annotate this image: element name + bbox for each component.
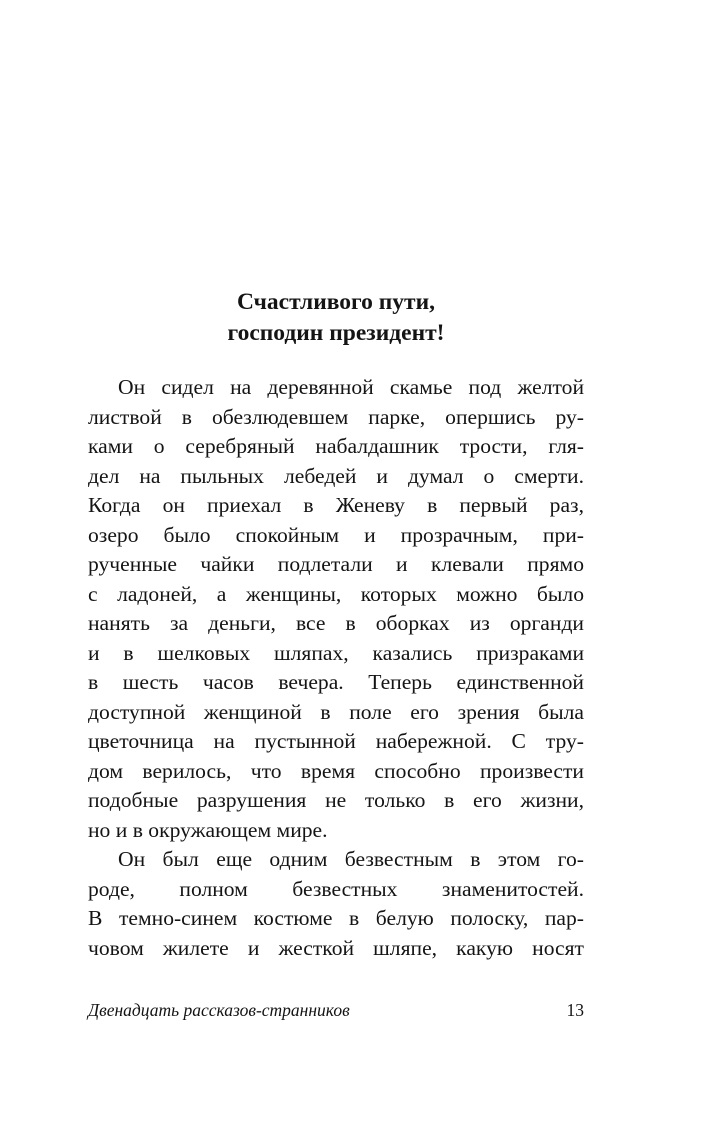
chapter-title-line-1: Счастливого пути,: [236, 289, 436, 315]
text-line: дом верилось, что время способно произвести: [88, 758, 584, 783]
text-line: роде, полном безвестных знаменитостей.: [88, 876, 584, 901]
text-line: рученные чайки подлетали и клевали прямо: [88, 552, 584, 576]
text-line: и в шелковых шляпах, казались призраками: [88, 640, 584, 665]
text-line: Когда он приехал в Женеву в первый раз,: [88, 493, 584, 517]
chapter-title-line-2: господин президент!: [227, 320, 445, 346]
text-line: листвой в обезлюдевшем парке, опершись ру-: [88, 404, 584, 429]
text-line: В темно-синем костюме в белую полоску, пар-: [88, 906, 584, 930]
text-line: но и в окружающем мире.: [88, 817, 328, 842]
text-line: нанять за деньги, все в оборках из органди: [88, 611, 584, 635]
page-number: 13: [566, 1000, 584, 1020]
text-line: в шесть часов вечера. Теперь единственной: [88, 670, 584, 694]
text-line: Он сидел на деревянной скамье под желтой: [118, 375, 584, 399]
text-line: ками о серебряный набалдашник трости, гля-: [88, 434, 584, 458]
text-line: цветочница на пустынной набережной. С тру-: [88, 729, 584, 753]
text-line: Он был еще одним безвестным в этом го-: [118, 847, 584, 871]
text-line: подобные разрушения не только в его жизни,: [88, 788, 584, 812]
text-line: дел на пыльных лебедей и думал о смерти.: [88, 463, 584, 488]
text-line: озеро было спокойным и прозрачным, при-: [88, 522, 584, 547]
text-line: човом жилете и жесткой шляпе, какую носят: [88, 935, 584, 960]
text-line: доступной женщиной в поле его зрения была: [88, 699, 584, 724]
text-line: с ладоней, а женщины, которых можно было: [88, 581, 584, 606]
running-footer-book-title: Двенадцать рассказов-странников: [88, 1000, 350, 1020]
